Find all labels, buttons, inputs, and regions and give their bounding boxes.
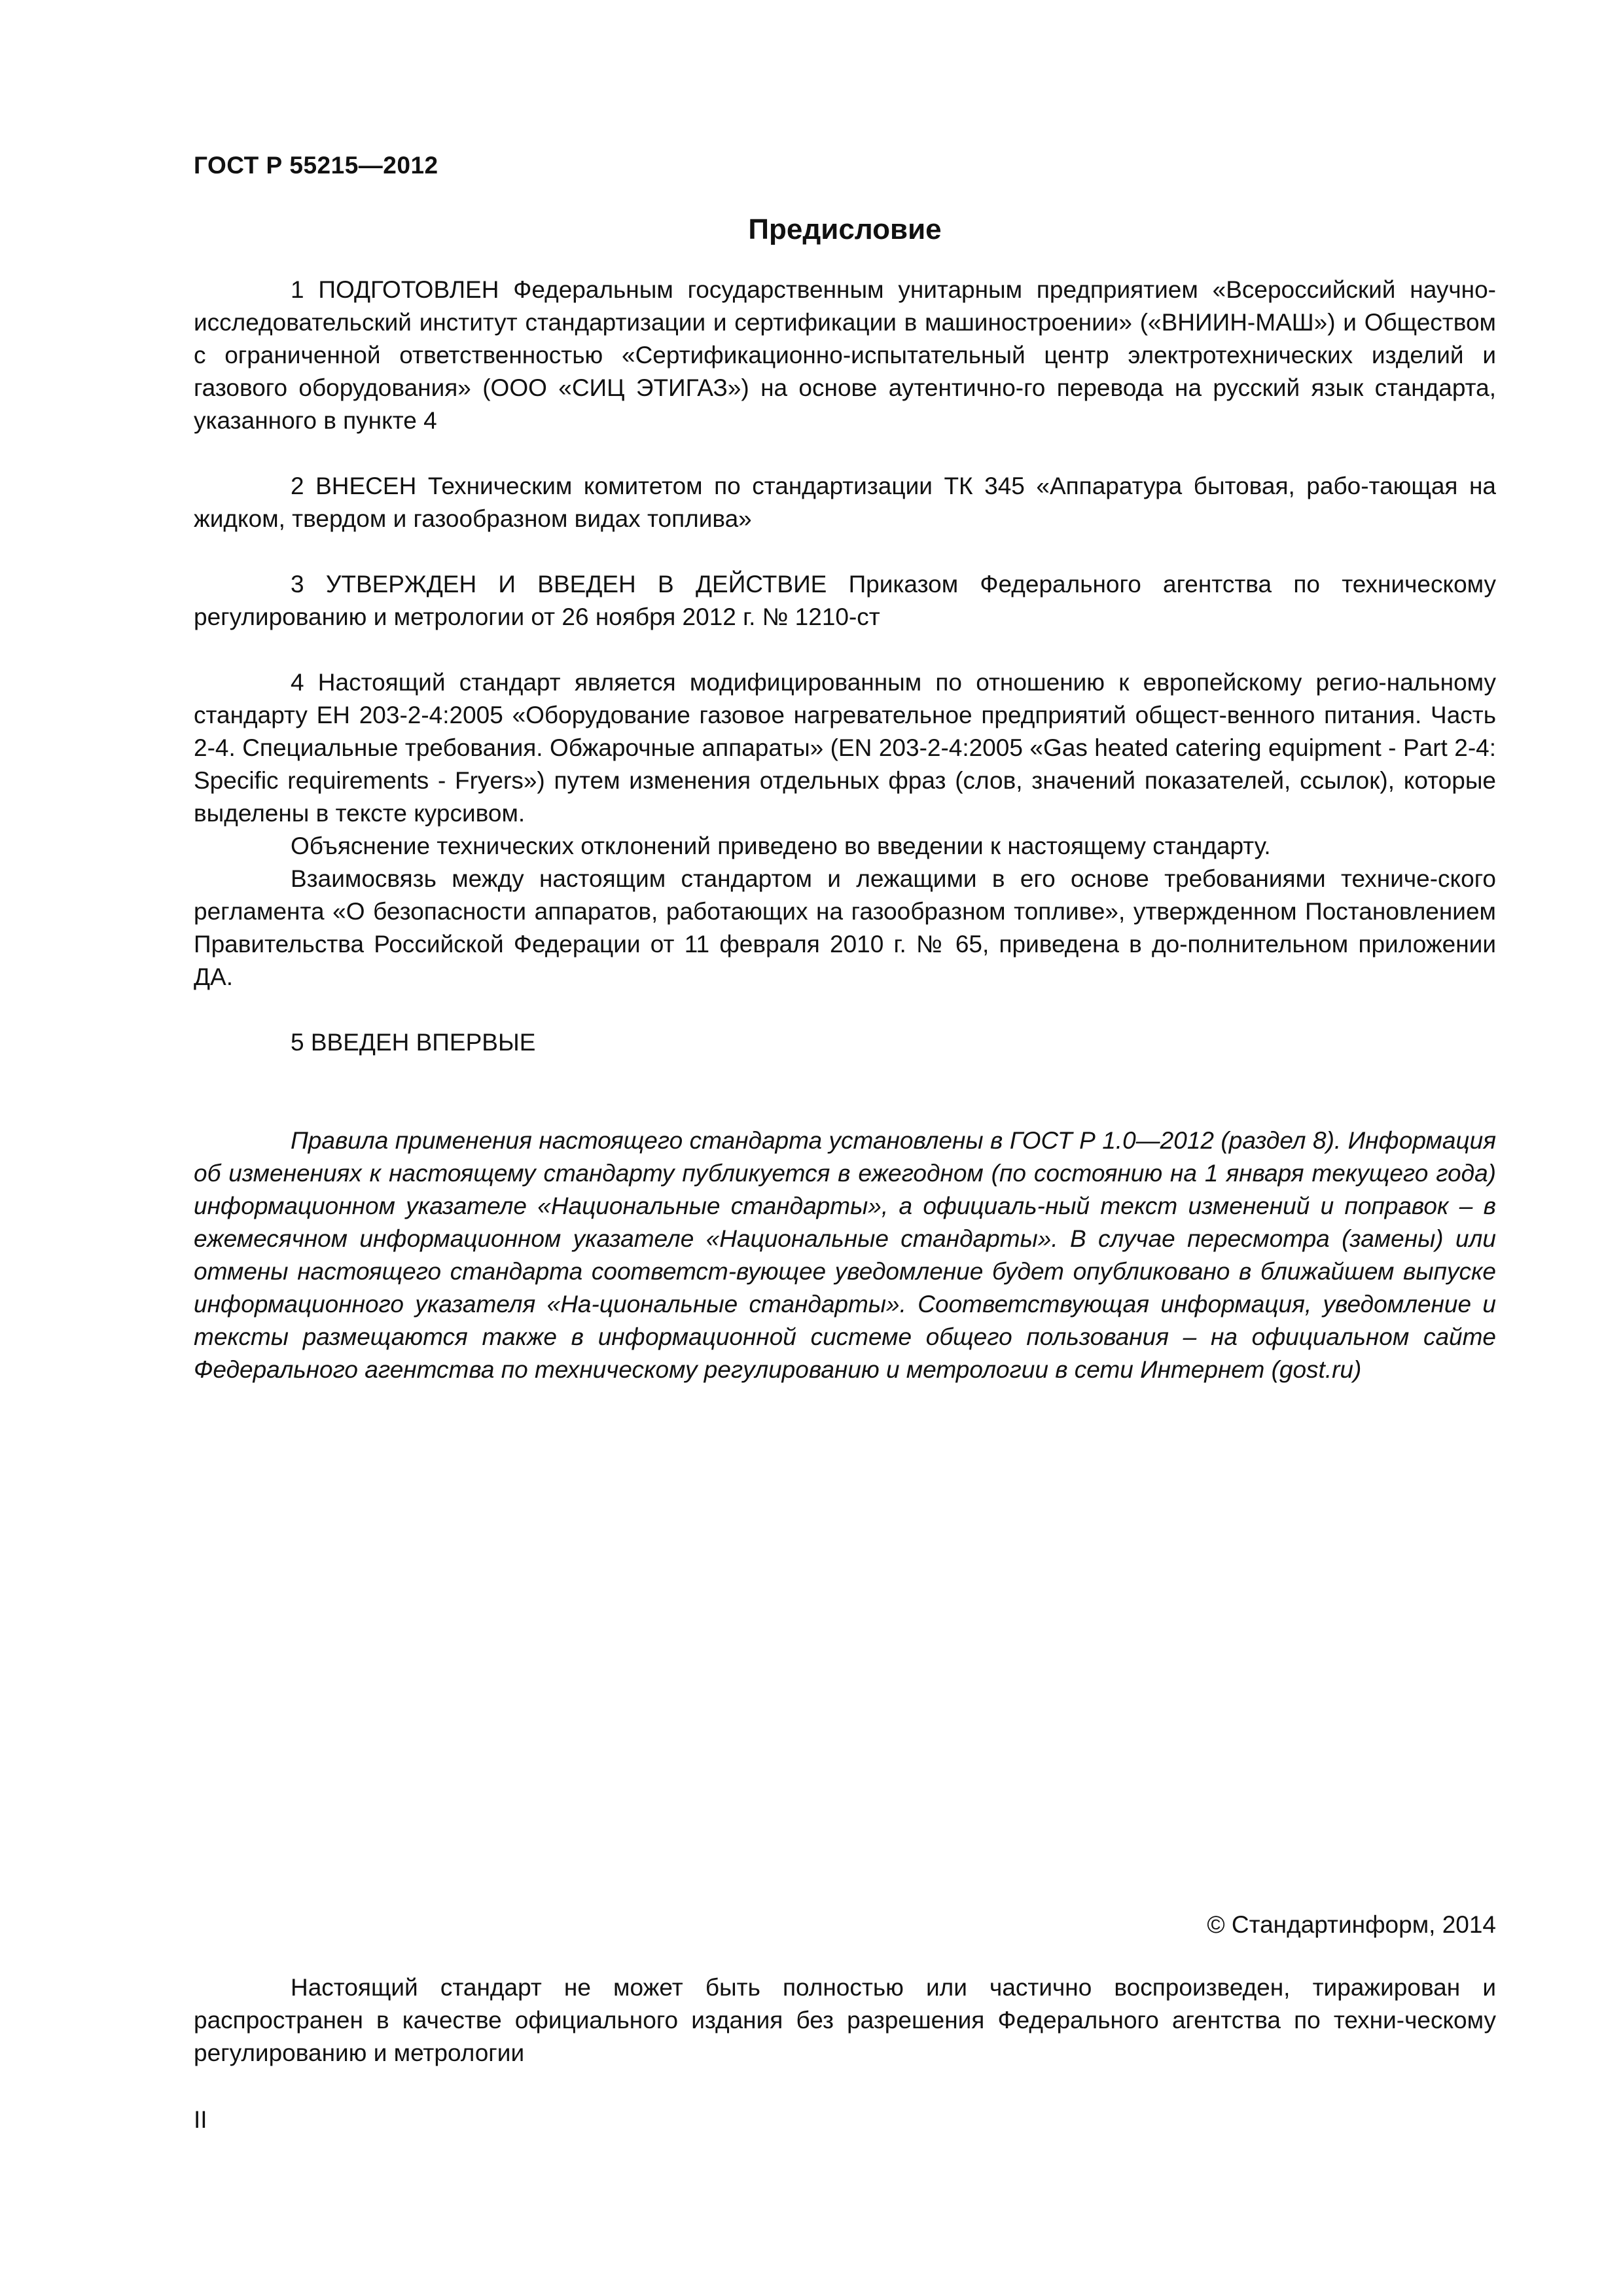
- paragraph-submitted-by: 2 ВНЕСЕН Техническим комитетом по стандартизации ТК 345 «Аппаратура бытовая, рабо-тающая на жидком, твердом и газообразном видах топлива»: [194, 473, 1496, 532]
- paragraph-approved: 3 УТВЕРЖДЕН И ВВЕДЕН В ДЕЙСТВИЕ Приказом Федерального агентства по техническому регулированию и метрологии от 26 ноября 2012 г. № 1210-ст: [194, 571, 1496, 630]
- page-number: II: [194, 2106, 207, 2133]
- paragraph-prepared-by: 1 ПОДГОТОВЛЕН Федеральным государственным унитарным предприятием «Всероссийский научно-исследовательский институт стандартизации и сертификации в машиностроении» («ВНИИН-МАШ») и Обществом с ограниченной ответственностью «Сертификационно-испытательный центр электротехнических изделий и газового оборудования» (ООО «СИЦ ЭТИГАЗ») на основе аутентично-го перевода на русский язык стандарта, указанного в пункте 4: [194, 276, 1496, 434]
- paragraph-deviations: Объяснение технических отклонений приведено во введении к настоящему стандарту.: [291, 833, 1271, 859]
- foreword-body: [194, 274, 1496, 1059]
- copyright-line: © Стандартинформ, 2014: [1207, 1911, 1496, 1938]
- reproduction-notice-text: Настоящий стандарт не может быть полностью или частично воспроизведен, тиражирован и распространен в качестве официального издания без разрешения Федерального агентства по техни-ческому регулированию и метрологии: [194, 1974, 1496, 2066]
- paragraph-introduced: 5 ВВЕДЕН ВПЕРВЫЕ: [291, 1029, 536, 1056]
- page-title: Предисловие: [748, 213, 942, 245]
- standard-code: ГОСТ Р 55215—2012: [194, 152, 438, 179]
- application-rules-notice: [194, 1124, 1496, 1386]
- reproduction-notice: [194, 1971, 1496, 2070]
- paragraph-relationship: Взаимосвязь между настоящим стандартом и лежащими в его основе требованиями техниче-ского регламента «О безопасности аппаратов, работающих на газообразном топливе», утвержденном Постановлением Правительства Российской Федерации от 11 февраля 2010 г. № 65, приведена в до-полнительном приложении ДА.: [194, 865, 1496, 990]
- application-rules-text: Правила применения настоящего стандарта установлены в ГОСТ Р 1.0—2012 (раздел 8). Информация об изменениях к настоящему стандарту публикуется в ежегодном (по состоянию на 1 января текущего года) информационном указателе «Национальные стандарты», а официаль-ный текст изменений и поправок – в ежемесячном информационном указателе «Национальные стандарты». В случае пересмотра (замены) или отмены настоящего стандарта соответст-вующее уведомление будет опубликовано в ближайшем выпуске информационного указателя «На-циональные стандарты». Соответствующая информация, уведомление и тексты размещаются также в информационной системе общего пользования – на официальном сайте Федерального агентства по техническому регулированию и метрологии в сети Интернет (gost.ru): [194, 1127, 1496, 1383]
- paragraph-modified-standard: 4 Настоящий стандарт является модифицированным по отношению к европейскому регио-нальному стандарту ЕН 203-2-4:2005 «Оборудование газовое нагревательное предприятий общест-венного питания. Часть 2-4. Специальные требования. Обжарочные аппараты» (EN 203-2-4:2005 «Gas heated catering equipment - Part 2-4: Specific requirements - Fryers») путем изменения отдельных фраз (слов, значений показателей, ссылок), которые выделены в тексте курсивом.: [194, 669, 1496, 827]
